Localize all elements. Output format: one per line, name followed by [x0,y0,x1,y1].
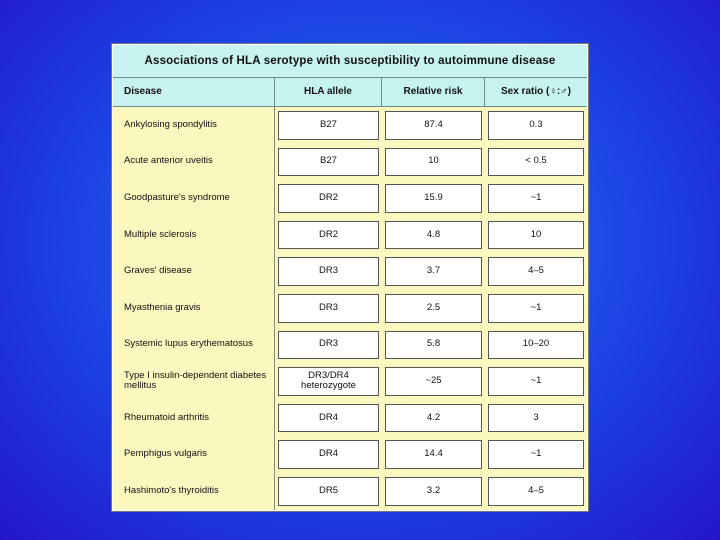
disease-cell: Acute anterior uveitis [113,144,275,181]
sex-ratio-cell [485,253,587,290]
relative-risk-cell [382,107,485,144]
header-sex-ratio: Sex ratio (♀:♂) [500,86,571,98]
hla-allele-value: DR4 [318,448,338,460]
disease-cell: Multiple sclerosis [113,217,275,254]
sex-ratio-cell [485,290,587,327]
hla-allele-box [278,294,379,323]
relative-risk-value: 2.5 [385,294,482,323]
hla-allele-box [278,331,379,360]
sex-ratio-cell [485,180,587,217]
hla-allele-box [278,257,379,286]
hla-allele-cell [275,400,382,437]
disease-cell: Pemphigus vulgaris [113,436,275,473]
hla-allele-cell [275,363,382,400]
sex-ratio-value: 10–20 [488,331,584,360]
relative-risk-cell [382,180,485,217]
sex-ratio-value: 3 [488,404,584,433]
hla-allele-cell [275,107,382,144]
disease-cell: Ankylosing spondylitis [113,107,275,144]
sex-ratio-value: 4–5 [488,477,584,506]
table-row [113,217,587,255]
relative-risk-value: ~25 [385,367,482,396]
disease-cell: Systemic lupus erythematosus [113,327,275,364]
header-row [113,78,587,107]
header-disease: Disease [113,78,275,106]
relative-risk-value: 10 [385,148,482,177]
relative-risk-value: 5.8 [385,331,482,360]
table-row [113,436,587,474]
relative-risk-value: 3.2 [385,477,482,506]
disease-cell: Goodpasture's syndrome [113,180,275,217]
hla-allele-box [278,477,379,506]
sex-ratio-value: ~1 [488,440,584,469]
hla-allele-cell [275,253,382,290]
hla-allele-note: heterozygote [301,380,356,392]
sex-ratio-value: 4–5 [488,257,584,286]
table-row [113,180,587,218]
hla-allele-box [278,221,379,250]
relative-risk-cell [382,436,485,473]
hla-allele-cell [275,290,382,327]
sex-ratio-cell [485,144,587,181]
relative-risk-cell [382,363,485,400]
table-row [113,290,587,328]
hla-allele-value: B27 [320,155,337,167]
sex-ratio-cell [485,436,587,473]
relative-risk-cell [382,290,485,327]
hla-allele-box [278,111,379,140]
table-row [113,400,587,438]
hla-allele-cell [275,436,382,473]
table-row [113,363,587,401]
sex-ratio-cell [485,363,587,400]
hla-allele-value: DR5 [318,484,338,496]
relative-risk-value: 87.4 [385,111,482,140]
relative-risk-value: 4.8 [385,221,482,250]
disease-cell: Type I insulin-dependent diabetes mellitus [113,363,275,400]
hla-allele-box [278,440,379,469]
relative-risk-cell [382,144,485,181]
hla-allele-box [278,404,379,433]
hla-allele-value: DR2 [318,192,338,204]
sex-ratio-cell [485,217,587,254]
header-relative-risk: Relative risk [382,78,485,106]
hla-allele-value: DR2 [318,228,338,240]
relative-risk-cell [382,253,485,290]
relative-risk-value: 14.4 [385,440,482,469]
sex-ratio-cell [485,107,587,144]
hla-allele-value: B27 [320,118,337,130]
hla-allele-box [278,367,379,396]
disease-cell: Graves' disease [113,253,275,290]
sex-ratio-value: ~1 [488,294,584,323]
table-row [113,253,587,291]
sex-ratio-cell [485,473,587,510]
hla-allele-cell [275,180,382,217]
hla-allele-value: DR4 [318,411,338,423]
table-title: Associations of HLA serotype with susceptibility to autoimmune disease [113,45,587,78]
hla-allele-cell [275,217,382,254]
hla-allele-box [278,148,379,177]
relative-risk-value: 3.7 [385,257,482,286]
table-row [113,144,587,182]
relative-risk-cell [382,217,485,254]
relative-risk-value: 4.2 [385,404,482,433]
hla-allele-box [278,184,379,213]
hla-allele-value: DR3 [318,338,338,350]
disease-cell: Hashimoto's thyroiditis [113,473,275,510]
hla-allele-cell [275,327,382,364]
relative-risk-cell [382,400,485,437]
hla-table [111,43,589,512]
relative-risk-cell [382,473,485,510]
relative-risk-value: 15.9 [385,184,482,213]
hla-allele-value: DR3/DR4 [308,369,349,381]
hla-allele-value: DR3 [318,301,338,313]
table-row [113,473,587,510]
table-row [113,107,587,145]
table-row [113,327,587,365]
sex-ratio-cell [485,327,587,364]
relative-risk-cell [382,327,485,364]
sex-ratio-value: 10 [488,221,584,250]
sex-ratio-value: ~1 [488,184,584,213]
sex-ratio-value: ~1 [488,367,584,396]
hla-allele-cell [275,144,382,181]
disease-cell: Myasthenia gravis [113,290,275,327]
header-hla-allele: HLA allele [275,78,382,106]
hla-allele-value: DR3 [318,265,338,277]
hla-allele-cell [275,473,382,510]
sex-ratio-value: 0.3 [488,111,584,140]
disease-cell: Rheumatoid arthritis [113,400,275,437]
sex-ratio-cell [485,400,587,437]
sex-ratio-value: < 0.5 [488,148,584,177]
